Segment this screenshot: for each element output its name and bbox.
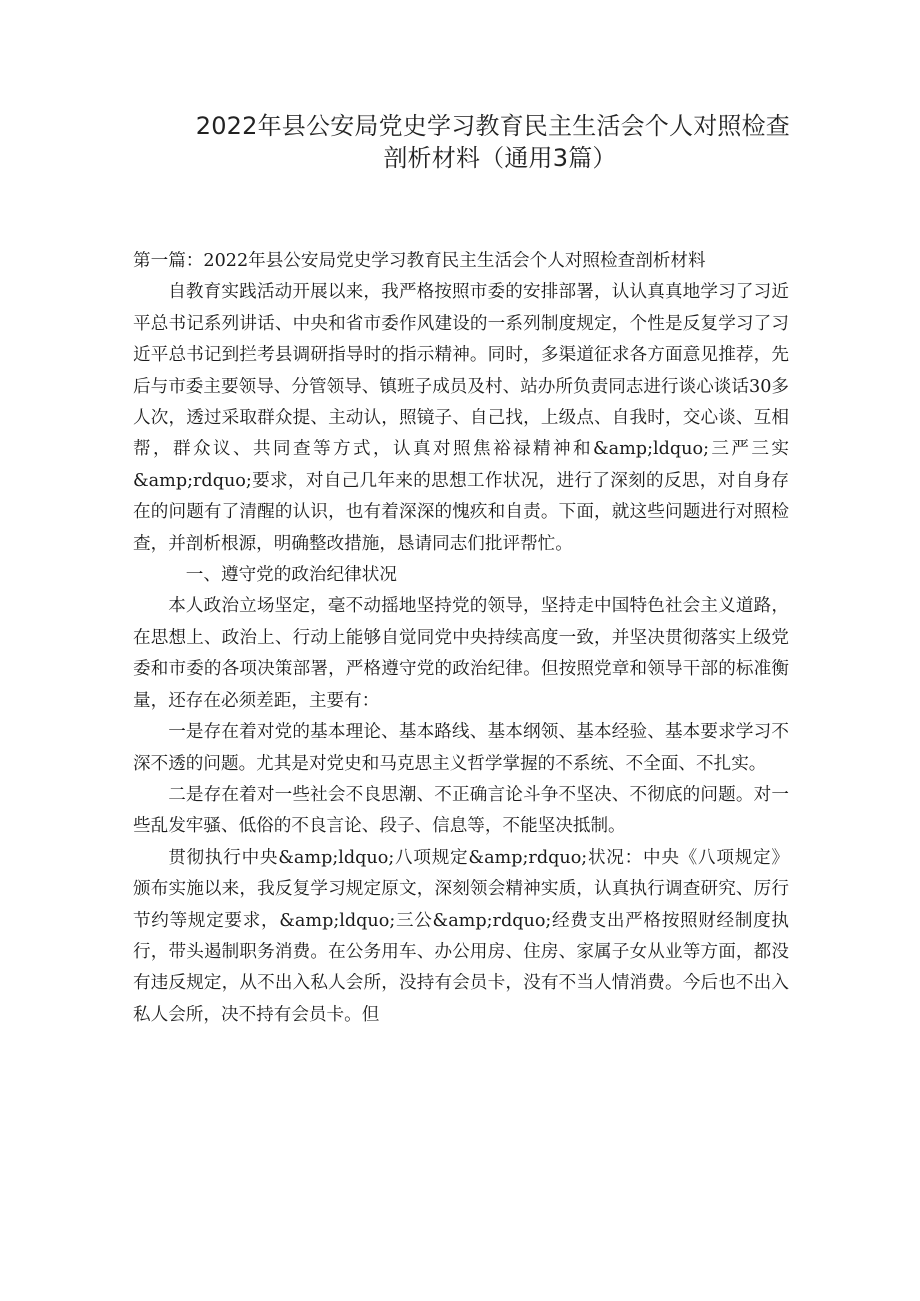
document-body	[133, 246, 789, 1031]
section-heading-political-discipline: 一、遵守党的政治纪律状况	[185, 565, 397, 586]
paragraph-political-stance: 本人政治立场坚定，毫不动摇地坚持党的领导，坚持走中国特色社会主义道路，在思想上、政治上、行动上能够自觉同党中央持续高度一致，并坚决贯彻落实上级党委和市委的各项决策部署，严格遵守党的政治纪律。但按照党章和领导干部的标准衡量，还存在必须差距，主要有：	[133, 596, 789, 711]
paragraph-issue-one: 一是存在着对党的基本理论、基本路线、基本纲领、基本经验、基本要求学习不深不透的问题。尤其是对党史和马克思主义哲学掌握的不系统、不全面、不扎实。	[133, 722, 789, 774]
section-heading-part-one: 第一篇：2022年县公安局党史学习教育民主生活会个人对照检查剖析材料	[133, 251, 706, 271]
paragraph-issue-two: 二是存在着对一些社会不良思潮、不正确言论斗争不坚决、不彻底的问题。对一些乱发牢骚、低俗的不良言论、段子、信息等，不能坚决抵制。	[133, 784, 789, 837]
title-line-1: 2022年县公安局党史学习教育民主生活会个人对照检查	[195, 112, 790, 140]
document-title	[150, 110, 810, 174]
title-line-2: 剖析材料（通用3篇）	[383, 144, 617, 172]
paragraph-eight-rules: 贯彻执行中央&amp;ldquo;八项规定&amp;rdquo;状况：中央《八项规定》颁布实施以来，我反复学习规定原文，深刻领会精神实质，认真执行调查研究、厉行节约等规定要求，&amp;ldquo;三公&amp;rdquo;经费支出严格按照财经制度执行，带头遏制职务消费。在公务用车、办公用房、住房、家属子女从业等方面，都没有违反规定，从不出入私人会所，没持有会员卡，没有不当人情消费。今后也不出入私人会所，决不持有会员卡。但	[133, 847, 789, 1025]
paragraph-intro: 自教育实践活动开展以来，我严格按照市委的安排部署，认认真真地学习了习近平总书记系列讲话、中央和省市委作风建设的一系列制度规定，个性是反复学习了习近平总书记到拦考县调研指导时的指示精神。同时，多渠道征求各方面意见推荐，先后与市委主要领导、分管领导、镇班子成员及村、站办所负责同志进行谈心谈话30多人次，透过采取群众提、主动认，照镜子、自己找，上级点、自我时，交心谈、互相帮，群众议、共同查等方式，认真对照焦裕禄精神和&amp;ldquo;三严三实&amp;rdquo;要求，对自己几年来的思想工作状况，进行了深刻的反思，对自身存在的问题有了清醒的认识，也有着深深的愧疚和自责。下面，就这些问题进行对照检查，并剖析根源，明确整改措施，恳请同志们批评帮忙。	[133, 282, 789, 554]
